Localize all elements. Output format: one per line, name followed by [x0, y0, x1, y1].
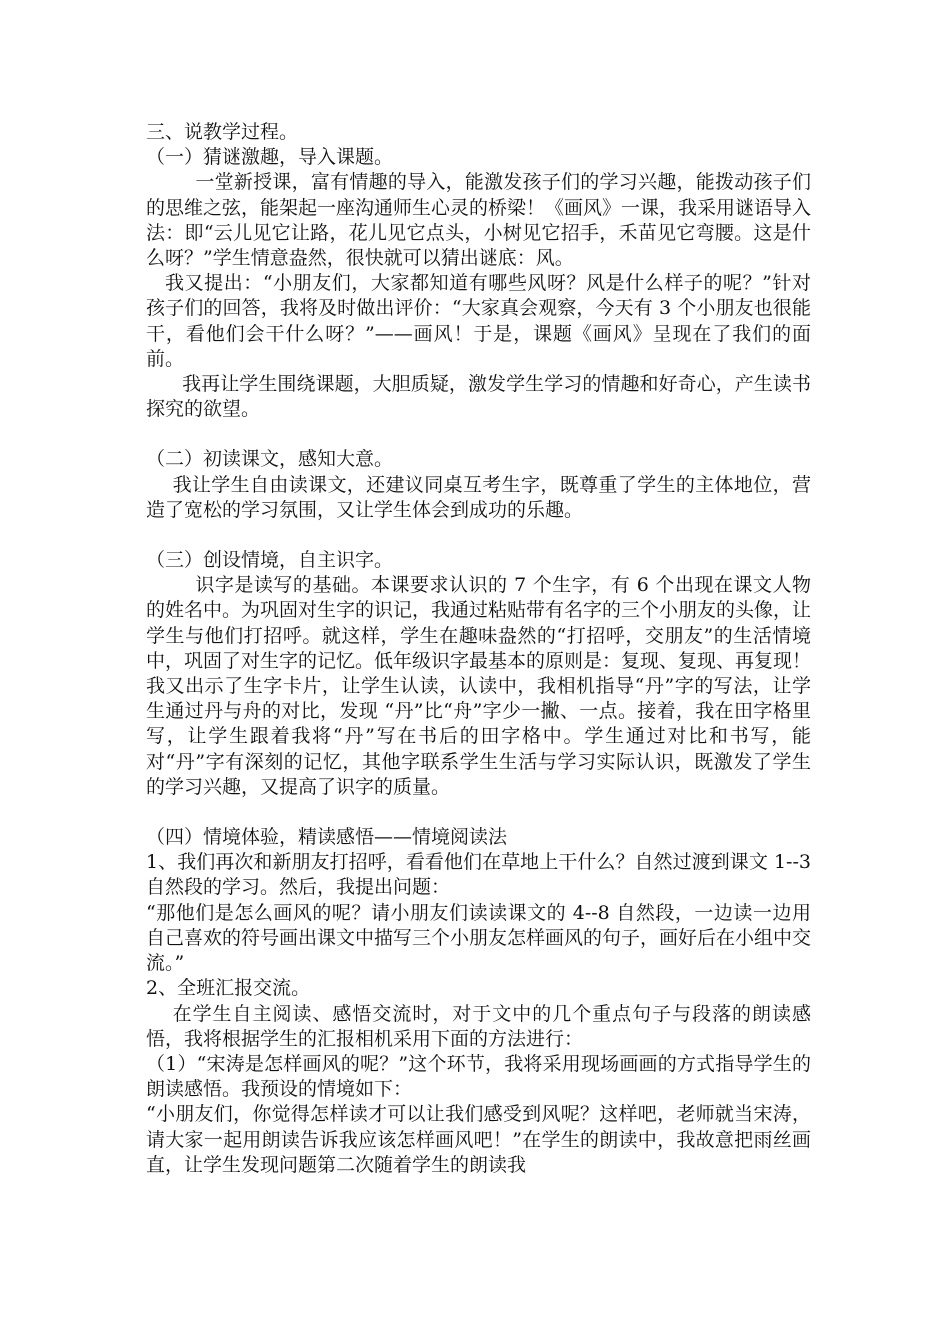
sec3-title: （三）创设情境，自主识字。 [146, 549, 394, 572]
paragraph-gap [146, 523, 811, 548]
sec4-paragraph-3: 2、全班汇报交流。 [146, 977, 311, 1000]
sec4-paragraph-6: “小朋友们，你觉得怎样读才可以让我们感受到风呢？这样吧，老师就当宋涛，请大家一起用朗读告诉我应该怎样画风吧！”在学生的朗读中，我故意把雨丝画直，让学生发现问题第二次随着学生的朗读我 [146, 1103, 811, 1176]
sec4-paragraph-5: （1）“宋涛是怎样画风的呢？”这个环节，我将采用现场画画的方式指导学生的朗读感悟。我预设的情境如下： [146, 1052, 811, 1101]
sec4-paragraph-2: “那他们是怎么画风的呢？请小朋友们读读课文的 4--8 自然段，一边读一边用自己喜欢的符号画出课文中描写三个小朋友怎样画风的句子，画好后在小组中交流。” [146, 901, 812, 975]
sec1-paragraph-1: 一堂新授课，富有情趣的导入，能激发孩子们的学习兴趣，能拨动孩子们的思维之弦，能架起一座沟通师生心灵的桥梁！《画风》一课，我采用谜语导入法：即“云儿见它让路，花儿见它点头，小树见它招手，禾苗见它弯腰。这是什么呀？”学生情意盎然，很快就可以猜出谜底：风。 [146, 171, 812, 270]
sec4-title: （四）情境体验，精读感悟——情境阅读法 [146, 826, 508, 849]
sec1-title: （一）猜谜激趣，导入课题。 [146, 146, 394, 169]
section-heading: 三、说教学过程。 [146, 121, 299, 143]
sec4-paragraph-1: 1、我们再次和新朋友打招呼，看看他们在草地上干什么？自然过渡到课文 1--3 自然段的学习。然后，我提出问题： [146, 851, 811, 899]
sec1-paragraph-2: 我又提出：“小朋友们，大家都知道有哪些风呀？风是什么样子的呢？”针对孩子们的回答，我将及时做出评价：“大家真会观察，今天有 3 个小朋友也很能干，看他们会干什么呀？”——画风！于是，课题《画风》呈现在了我们的面前。 [146, 272, 811, 370]
sec4-paragraph-4: 在学生自主阅读、感悟交流时，对于文中的几个重点句子与段落的朗读感悟，我将根据学生的汇报相机采用下面的方法进行： [146, 1002, 811, 1050]
paragraph-gap [146, 422, 811, 447]
paragraph-gap [146, 800, 811, 825]
sec2-title: （二）初读课文，感知大意。 [146, 448, 394, 471]
sec1-paragraph-3: 我再让学生围绕课题，大胆质疑，激发学生学习的情趣和好奇心，产生读书探究的欲望。 [146, 373, 811, 421]
sec3-paragraph-1: 识字是读写的基础。本课要求认识的 7 个生字，有 6 个出现在课文人物的姓名中。为巩固对生字的识记，我通过粘贴带有名字的三个小朋友的头像，让学生与他们打招呼。就这样，学生在趣味盎然的“打招呼，交朋友”的生活情境中，巩固了对生字的记忆。低年级识字最基本的原则是：复现、复现、再复现！我又出示了生字卡片，让学生认读，认读中，我相机指导“丹”字的写法，让学生通过丹与舟的对比，发现 “丹”比“舟”字少一撇、一点。接着，我在田字格里写，让学生跟着我将“丹”写在书后的田字格中。学生通过对比和书写，能对“丹”字有深刻的记忆，其他字联系学生生活与学习实际认识，既激发了学生的学习兴趣，又提高了识字的质量。 [146, 574, 812, 798]
sec2-paragraph-1: 我让学生自由读课文，还建议同桌互考生字，既尊重了学生的主体地位，营造了宽松的学习氛围，又让学生体会到成功的乐趣。 [146, 473, 811, 521]
document-page [146, 120, 811, 1178]
